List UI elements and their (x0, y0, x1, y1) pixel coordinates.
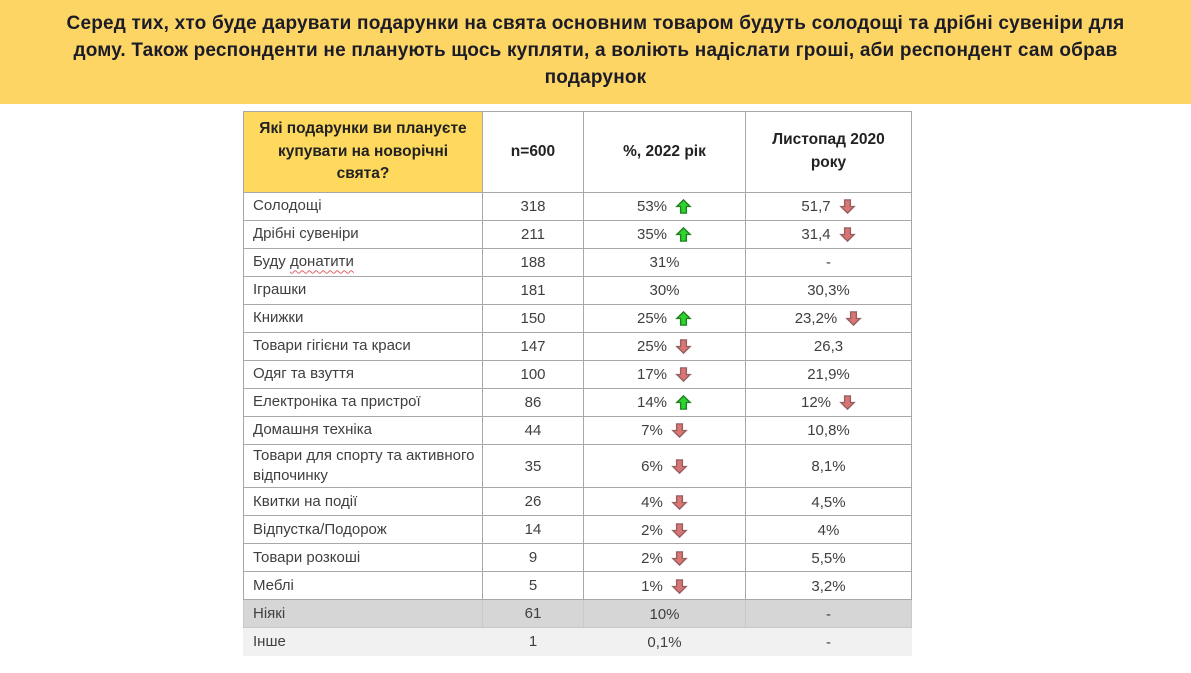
value-text: 30,3% (807, 282, 850, 300)
down-arrow-icon (671, 522, 688, 539)
down-arrow-icon (845, 310, 862, 327)
value-text: - (826, 254, 831, 272)
value-text: 1% (641, 577, 663, 595)
table-row (244, 276, 912, 304)
gifts-table-body (244, 192, 912, 656)
value-text: 21,9% (807, 366, 850, 384)
value-text: 53% (636, 198, 668, 216)
count-cell: 86 (483, 388, 584, 416)
value-text: 17% (636, 366, 668, 384)
count-cell: 14 (483, 516, 584, 544)
down-arrow-icon (675, 338, 692, 355)
value-text: 12% (800, 394, 832, 412)
count-cell: 181 (483, 276, 584, 304)
count-cell: 188 (483, 248, 584, 276)
percent-2022-cell (584, 360, 746, 388)
percent-2022-cell (584, 488, 746, 516)
percent-2020-cell (746, 600, 912, 628)
table-row (244, 192, 912, 220)
gift-category-cell: Ніякі (244, 600, 483, 628)
down-arrow-icon (671, 578, 688, 595)
percent-2020-cell (746, 220, 912, 248)
gift-category-cell: Товари для спорту та активного відпочинку (244, 444, 483, 488)
value-text: 26,3 (813, 338, 844, 356)
percent-2020-cell (746, 444, 912, 488)
value-text: 14% (636, 394, 668, 412)
table-row (244, 304, 912, 332)
value-text: 2% (641, 549, 663, 567)
table-row (244, 444, 912, 488)
count-cell: 150 (483, 304, 584, 332)
percent-2020-cell (746, 388, 912, 416)
down-arrow-icon (675, 366, 692, 383)
table-row (244, 220, 912, 248)
percent-2020-cell (746, 628, 912, 656)
table-row (244, 544, 912, 572)
summary-banner (0, 0, 1191, 104)
gift-category-cell: Книжки (244, 304, 483, 332)
count-cell: 211 (483, 220, 584, 248)
down-arrow-icon (671, 494, 688, 511)
gift-category-cell: Товари гігієни та краси (244, 332, 483, 360)
value-text: 4,5% (811, 493, 846, 511)
column-header-n: n=600 (483, 111, 584, 192)
value-text: 25% (636, 310, 668, 328)
table-row (244, 600, 912, 628)
percent-2022-cell (584, 600, 746, 628)
percent-2022-cell (584, 544, 746, 572)
percent-2020-cell (746, 332, 912, 360)
down-arrow-icon (839, 394, 856, 411)
gift-category-cell: Відпустка/Подорож (244, 516, 483, 544)
gift-category-cell: Товари розкоші (244, 544, 483, 572)
percent-2020-cell (746, 572, 912, 600)
percent-2022-cell (584, 388, 746, 416)
percent-2020-cell (746, 276, 912, 304)
down-arrow-icon (839, 198, 856, 215)
gift-category-cell: Дрібні сувеніри (244, 220, 483, 248)
value-text: 23,2% (794, 310, 838, 328)
value-text: 31% (649, 254, 680, 272)
value-text: 25% (636, 338, 668, 356)
value-text: 0,1% (647, 633, 682, 651)
value-text: 8,1% (811, 457, 846, 475)
count-cell: 5 (483, 572, 584, 600)
count-cell: 100 (483, 360, 584, 388)
gift-category-cell: Домашня техніка (244, 416, 483, 444)
value-text: 31,4 (801, 226, 831, 244)
count-cell: 44 (483, 416, 584, 444)
gift-category-cell: Електроніка та пристрої (244, 388, 483, 416)
value-text: 7% (641, 422, 663, 440)
percent-2022-cell (584, 248, 746, 276)
count-cell: 26 (483, 488, 584, 516)
value-text: - (826, 605, 831, 623)
count-cell: 61 (483, 600, 584, 628)
percent-2022-cell (584, 332, 746, 360)
table-row (244, 332, 912, 360)
table-row (244, 628, 912, 656)
gift-category-cell: Солодощі (244, 192, 483, 220)
gift-category-cell: Іграшки (244, 276, 483, 304)
count-cell: 9 (483, 544, 584, 572)
percent-2020-cell (746, 488, 912, 516)
table-row (244, 360, 912, 388)
misspelled-word: донатити (289, 253, 354, 271)
gift-category-cell: Меблі (244, 572, 483, 600)
up-arrow-icon (675, 310, 692, 327)
count-cell: 318 (483, 192, 584, 220)
count-cell: 1 (483, 628, 584, 656)
column-header-2022: %, 2022 рік (584, 111, 746, 192)
percent-2020-cell (746, 360, 912, 388)
value-text: 10% (649, 605, 680, 623)
down-arrow-icon (839, 226, 856, 243)
down-arrow-icon (671, 550, 688, 567)
column-header-question: Які подарунки ви плануєте купувати на новорічні свята? (244, 111, 483, 192)
up-arrow-icon (675, 198, 692, 215)
table-row (244, 416, 912, 444)
value-text: 4% (817, 521, 840, 539)
table-row (244, 572, 912, 600)
value-text: - (826, 633, 831, 651)
value-text: 35% (636, 226, 668, 244)
percent-2020-cell (746, 544, 912, 572)
up-arrow-icon (675, 394, 692, 411)
value-text: 4% (641, 493, 663, 511)
percent-2022-cell (584, 572, 746, 600)
percent-2022-cell (584, 276, 746, 304)
percent-2020-cell (746, 192, 912, 220)
percent-2020-cell (746, 304, 912, 332)
percent-2022-cell (584, 444, 746, 488)
value-text: 6% (641, 457, 663, 475)
percent-2020-cell (746, 416, 912, 444)
table-row (244, 388, 912, 416)
percent-2022-cell (584, 220, 746, 248)
count-cell: 147 (483, 332, 584, 360)
count-cell: 35 (483, 444, 584, 488)
gifts-table (243, 111, 912, 657)
value-text: 30% (649, 282, 680, 300)
down-arrow-icon (671, 458, 688, 475)
table-row (244, 248, 912, 276)
value-text: 10,8% (807, 422, 850, 440)
table-row (244, 516, 912, 544)
value-text: 3,2% (811, 577, 846, 595)
down-arrow-icon (671, 422, 688, 439)
percent-2022-cell (584, 628, 746, 656)
percent-2020-cell (746, 248, 912, 276)
percent-2022-cell (584, 304, 746, 332)
value-text: 51,7 (801, 198, 831, 216)
gift-category-cell: Буду донатити (244, 248, 483, 276)
column-header-2020: Листопад 2020 року (746, 111, 912, 192)
value-text: 2% (641, 521, 663, 539)
value-text: 5,5% (811, 549, 846, 567)
percent-2022-cell (584, 416, 746, 444)
percent-2022-cell (584, 192, 746, 220)
percent-2022-cell (584, 516, 746, 544)
gift-category-cell: Квитки на події (244, 488, 483, 516)
table-row (244, 488, 912, 516)
gift-category-cell: Інше (244, 628, 483, 656)
gift-category-cell: Одяг та взуття (244, 360, 483, 388)
up-arrow-icon (675, 226, 692, 243)
percent-2020-cell (746, 516, 912, 544)
summary-text: Серед тих, хто буде дарувати подарунки на свята основним товаром будуть солодощі та дрібні сувеніри для дому. Також респонденти не планують щось купляти, а воліють надіслати гроші, аби респондент сам обрав подарунок (66, 13, 1125, 88)
table-header-row (244, 111, 912, 192)
